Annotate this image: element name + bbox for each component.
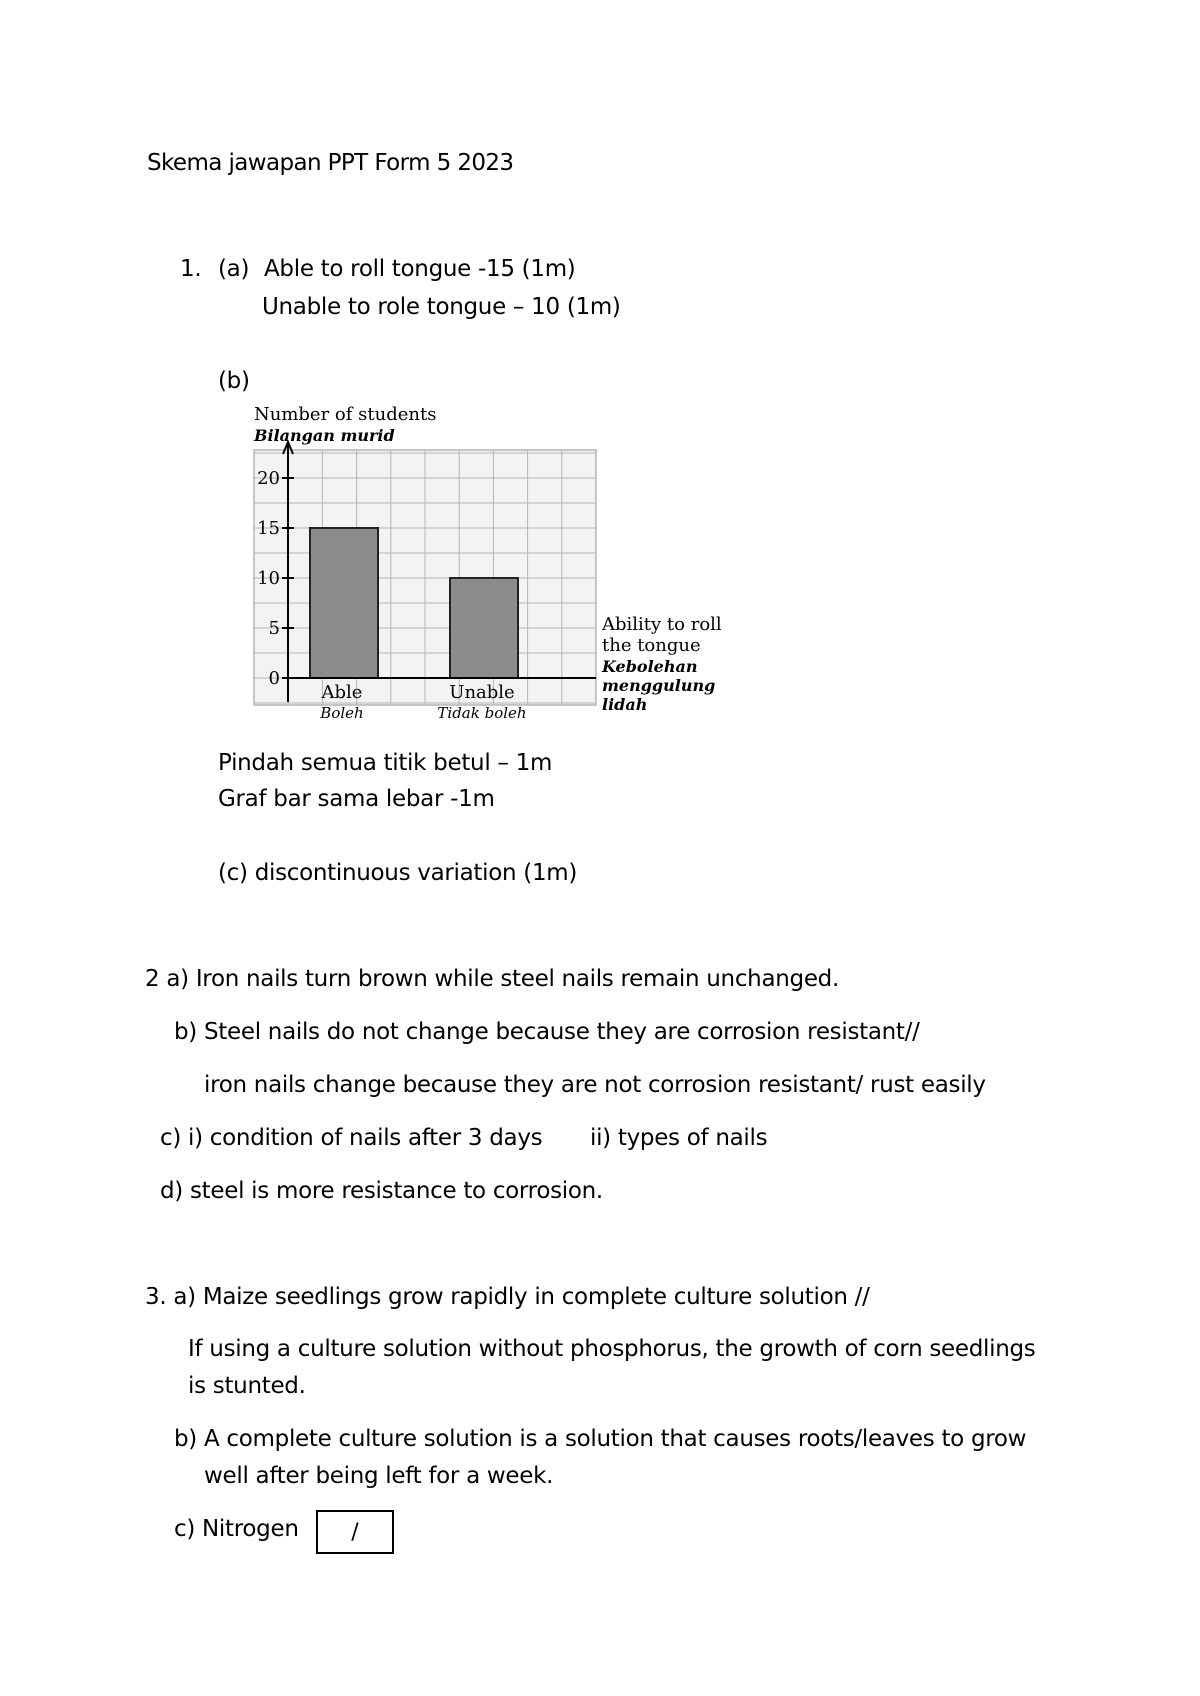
bar-unable [450, 578, 518, 678]
x-category-label-malay: Boleh [320, 704, 364, 722]
x-category-label: Unable [449, 682, 515, 703]
q2c-ii: ii) types of nails [590, 1125, 768, 1151]
q3b-line1: b) A complete culture solution is a solution that causes roots/leaves to grow [174, 1426, 1027, 1452]
y-axis-title: Number of students [254, 404, 437, 425]
x-axis-title-malay: Kebolehan [602, 657, 698, 676]
q3a-line2: If using a culture solution without phosphorus, the growth of corn seedlings [188, 1336, 1036, 1362]
q2c-i: c) i) condition of nails after 3 days [160, 1125, 543, 1151]
q1-number: 1. [180, 256, 202, 282]
y-tick-label: 10 [257, 568, 280, 589]
q1b-note1: Pindah semua titik betul – 1m [218, 750, 553, 776]
q1a-line1: Able to roll tongue -15 (1m) [264, 256, 576, 282]
q1a-line2: Unable to role tongue – 10 (1m) [262, 294, 621, 320]
q3a-line1: 3. a) Maize seedlings grow rapidly in complete culture solution // [145, 1284, 870, 1310]
x-axis-title-malay: menggulung [602, 676, 716, 695]
q2b-line1: b) Steel nails do not change because they are corrosion resistant// [174, 1019, 920, 1045]
q2b-line2: iron nails change because they are not corrosion resistant/ rust easily [204, 1072, 986, 1098]
document-title: Skema jawapan PPT Form 5 2023 [147, 150, 514, 176]
y-axis-title-malay: Bilangan murid [254, 426, 395, 445]
tongue-rolling-bar-chart [248, 400, 760, 732]
bar-able [310, 528, 378, 678]
y-tick-label: 5 [268, 618, 280, 639]
x-axis-title-malay: lidah [602, 695, 648, 714]
x-axis-title: Ability to roll [602, 614, 722, 635]
q3c-tick-mark: / [351, 1519, 359, 1545]
q1b-label: (b) [218, 368, 250, 394]
y-tick-label: 0 [268, 668, 280, 689]
q2a-answer: 2 a) Iron nails turn brown while steel nails remain unchanged. [145, 966, 839, 992]
x-axis-title: the tongue [602, 635, 701, 656]
q1a-label: (a) [218, 256, 250, 282]
x-category-label: Able [321, 682, 363, 703]
bar-chart-svg [248, 400, 760, 732]
x-category-label-malay: Tidak boleh [437, 704, 527, 722]
q2d-answer: d) steel is more resistance to corrosion. [160, 1178, 603, 1204]
y-tick-label: 20 [257, 468, 280, 489]
q3c-label: c) Nitrogen [174, 1516, 299, 1542]
y-tick-label: 15 [257, 518, 280, 539]
q3b-line2: well after being left for a week. [204, 1463, 554, 1489]
q3c-answer-box [316, 1510, 394, 1554]
q1c-answer: (c) discontinuous variation (1m) [218, 860, 578, 886]
q3a-line3: is stunted. [188, 1373, 306, 1399]
q1b-note2: Graf bar sama lebar -1m [218, 786, 495, 812]
